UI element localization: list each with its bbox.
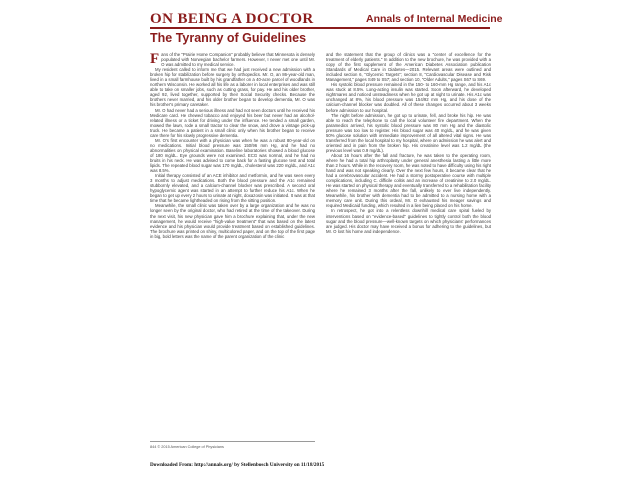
footer-rule [150,441,315,442]
paragraph: Initial therapy consisted of an ACE inhibitor and metformin, and he was seen every 3 months to adjust medications. Both the blood pressure and the A1c remained stubbornly elevated, and a calcium-channel blocker was prescribed. A second oral hypoglycemic agent was started in an attempt to further reduce his A1c. When he began to get up every 2 hours to urinate at night, doxazosin was initiated. It was at that time that he became lightheaded on rising from the sitting position. [150,173,315,204]
paragraph: Mr. O had never had a serious illness and had not seen doctors until he received his Medicare card. He chewed tobacco and enjoyed his beer but never had an alcohol-related illness or a ticket for driving under the influence. He tended a small garden, mowed the lawn, rode a small tractor to clear the snow, and drove a vintage pick-up truck. He became a patient in a small clinic only when his brother began to receive care there for his slowly progressive dementia. [150,107,315,138]
paragraph: His systolic blood pressure remained in the 150- to 160-mm Hg range, and his A1c was stuck at 8.5%. Long-acting insulin was started. Soon afterward, he developed nightmares and noticed unsteadiness when he got up at night to urinate. His A1c was unchanged at 8%, his blood pressure was 154/92 mm Hg, and his dose of the calcium-channel blocker was doubled. All of these changes occurred about 3 weeks before admission to our hospital. [326,82,491,113]
paragraph: Meanwhile, the small clinic was taken over by a large organization and he was no longer seen by the original doctor, who had retired at the time of the takeover. During the next visit, his new physician gave him a brochure explaining that, under the new management, he would receive "high-value treatment" that was based on the latest evidence and his physician would provide treatment based on established guidelines. The brochure was printed on shiny, multicolored paper, and on the top of the first page in big, bold letters was the name of the parent organization of the clinic [150,203,315,239]
journal-name: Annals of Internal Medicine [366,13,503,25]
drop-cap: F [150,51,160,67]
paragraph: Mr. O's first encounter with a physician was when he was a robust 80-year-old on no medications. Initial blood pressure was 150/96 mm Hg, and he had no abnormalities on physical examination. Baseline laboratories showed a blood glucose of 180 mg/dL. Eye grounds were not examined. ECG was normal, and he had no bruits in his neck. He was advised to come back for a fasting glucose test and total lipids. The repeated blood sugar was 170 mg/dL, cholesterol was 220 mg/dL, and A1c was 8.5%. [150,137,315,174]
right-column [326,52,491,234]
paragraph: In retrospect, he got into a relentless downhill medical care spiral fueled by interventions based on "evidence-based" guidelines to tightly control both the blood sugar and the blood pressure—well-known targets on which physicians' performances are judged. His doctor may have received a bonus for adhering to the guidelines, but Mr. O lost his home and independence. [326,208,491,234]
paragraph: About 16 hours after the fall and fracture, he was taken to the operating room, where he had a total hip arthroplasty under general anesthesia lasting a little more than 2 hours. While in the recovery room, he was noted to have difficulty using his right hand and was not speaking clearly. Over the next few hours, it became clear that he had a cerebrovascular accident. He had a stormy postoperative course with multiple complications, including C. difficile colitis and an increase of creatinine to 2.0 mg/dL. He was started on physical therapy and eventually transferred to a rehabilitation facility where he remained 3 months after the fall, unlikely to ever live independently. Meanwhile, his brother with dementia had to be admitted to a nursing home with a memory care unit. During this ordeal, Mr. O exhausted his meager savings and required Medicaid funding, which resulted in a lien being placed on his home. [326,152,491,209]
paragraph: My resident called to inform me that we had just received a new admission with a broken hip for stabilization before surgery by orthopedics. Mr. O, an 86-year-old man, lived in a small farmhouse built by his grandfather on a 40-acre parcel of woodlands in northern Wisconsin. He worked all his life as a laborer in local enterprises and was still able to take on smaller jobs, such as cutting grass, for pay. He and his older brother, aged 92, lived together, supported by their Social Security checks. Because the brothers never married, and his older brother began to develop dementia, Mr. O was his brother's primary caretaker. [150,67,315,108]
paragraph: The night before admission, he got up to urinate, fell, and broke his hip. He was able to reach the telephone to call the local volunteer fire department. When the paramedics arrived, his systolic blood pressure was 80 mm Hg and the diastolic pressure was too low to register. His blood sugar was 40 mg/dL, and he was given 50% glucose solution with immediate improvement of all altered vital signs. He was transferred from the local hospital to my hospital, where on admission he was alert and oriented and in pain from the broken hip. His creatinine level was 1.2 mg/dL (the previous level was 0.9 mg/dL). [326,112,491,153]
download-line: Downloaded From: http://annals.org/ by Stellenbosch University on 11/18/2015 [150,462,325,468]
first-paragraph [150,52,315,67]
paragraph: and the statement that the group of clinics was a "center of excellence for the treatment of elderly patients." In addition to the new brochure, he was provided with a copy of the first supplement of the American Diabetes Association publication Standards of Medical Care in Diabetes—2015. Relevant areas were outlined and included section 6, "Glycemic Targets"; section 8, "Cardiovascular Disease and Risk Management," pages S49 to S57; and section 10, "Older Adults," pages S67 to S69. [326,52,491,83]
section-label: ON BEING A DOCTOR [150,11,314,27]
copyright-line: 844 © 2015 American College of Physicians [150,445,224,449]
article-title: The Tyranny of Guidelines [150,31,307,45]
paragraph-text: ans of the "Prairie Home Companion" probably believe that Minnesota is densely populated with Norwegian bachelor farmers. However, I never met one until Mr. O was admitted to my medical service. [161,52,315,68]
header-rule [150,27,490,29]
left-column [150,52,315,239]
